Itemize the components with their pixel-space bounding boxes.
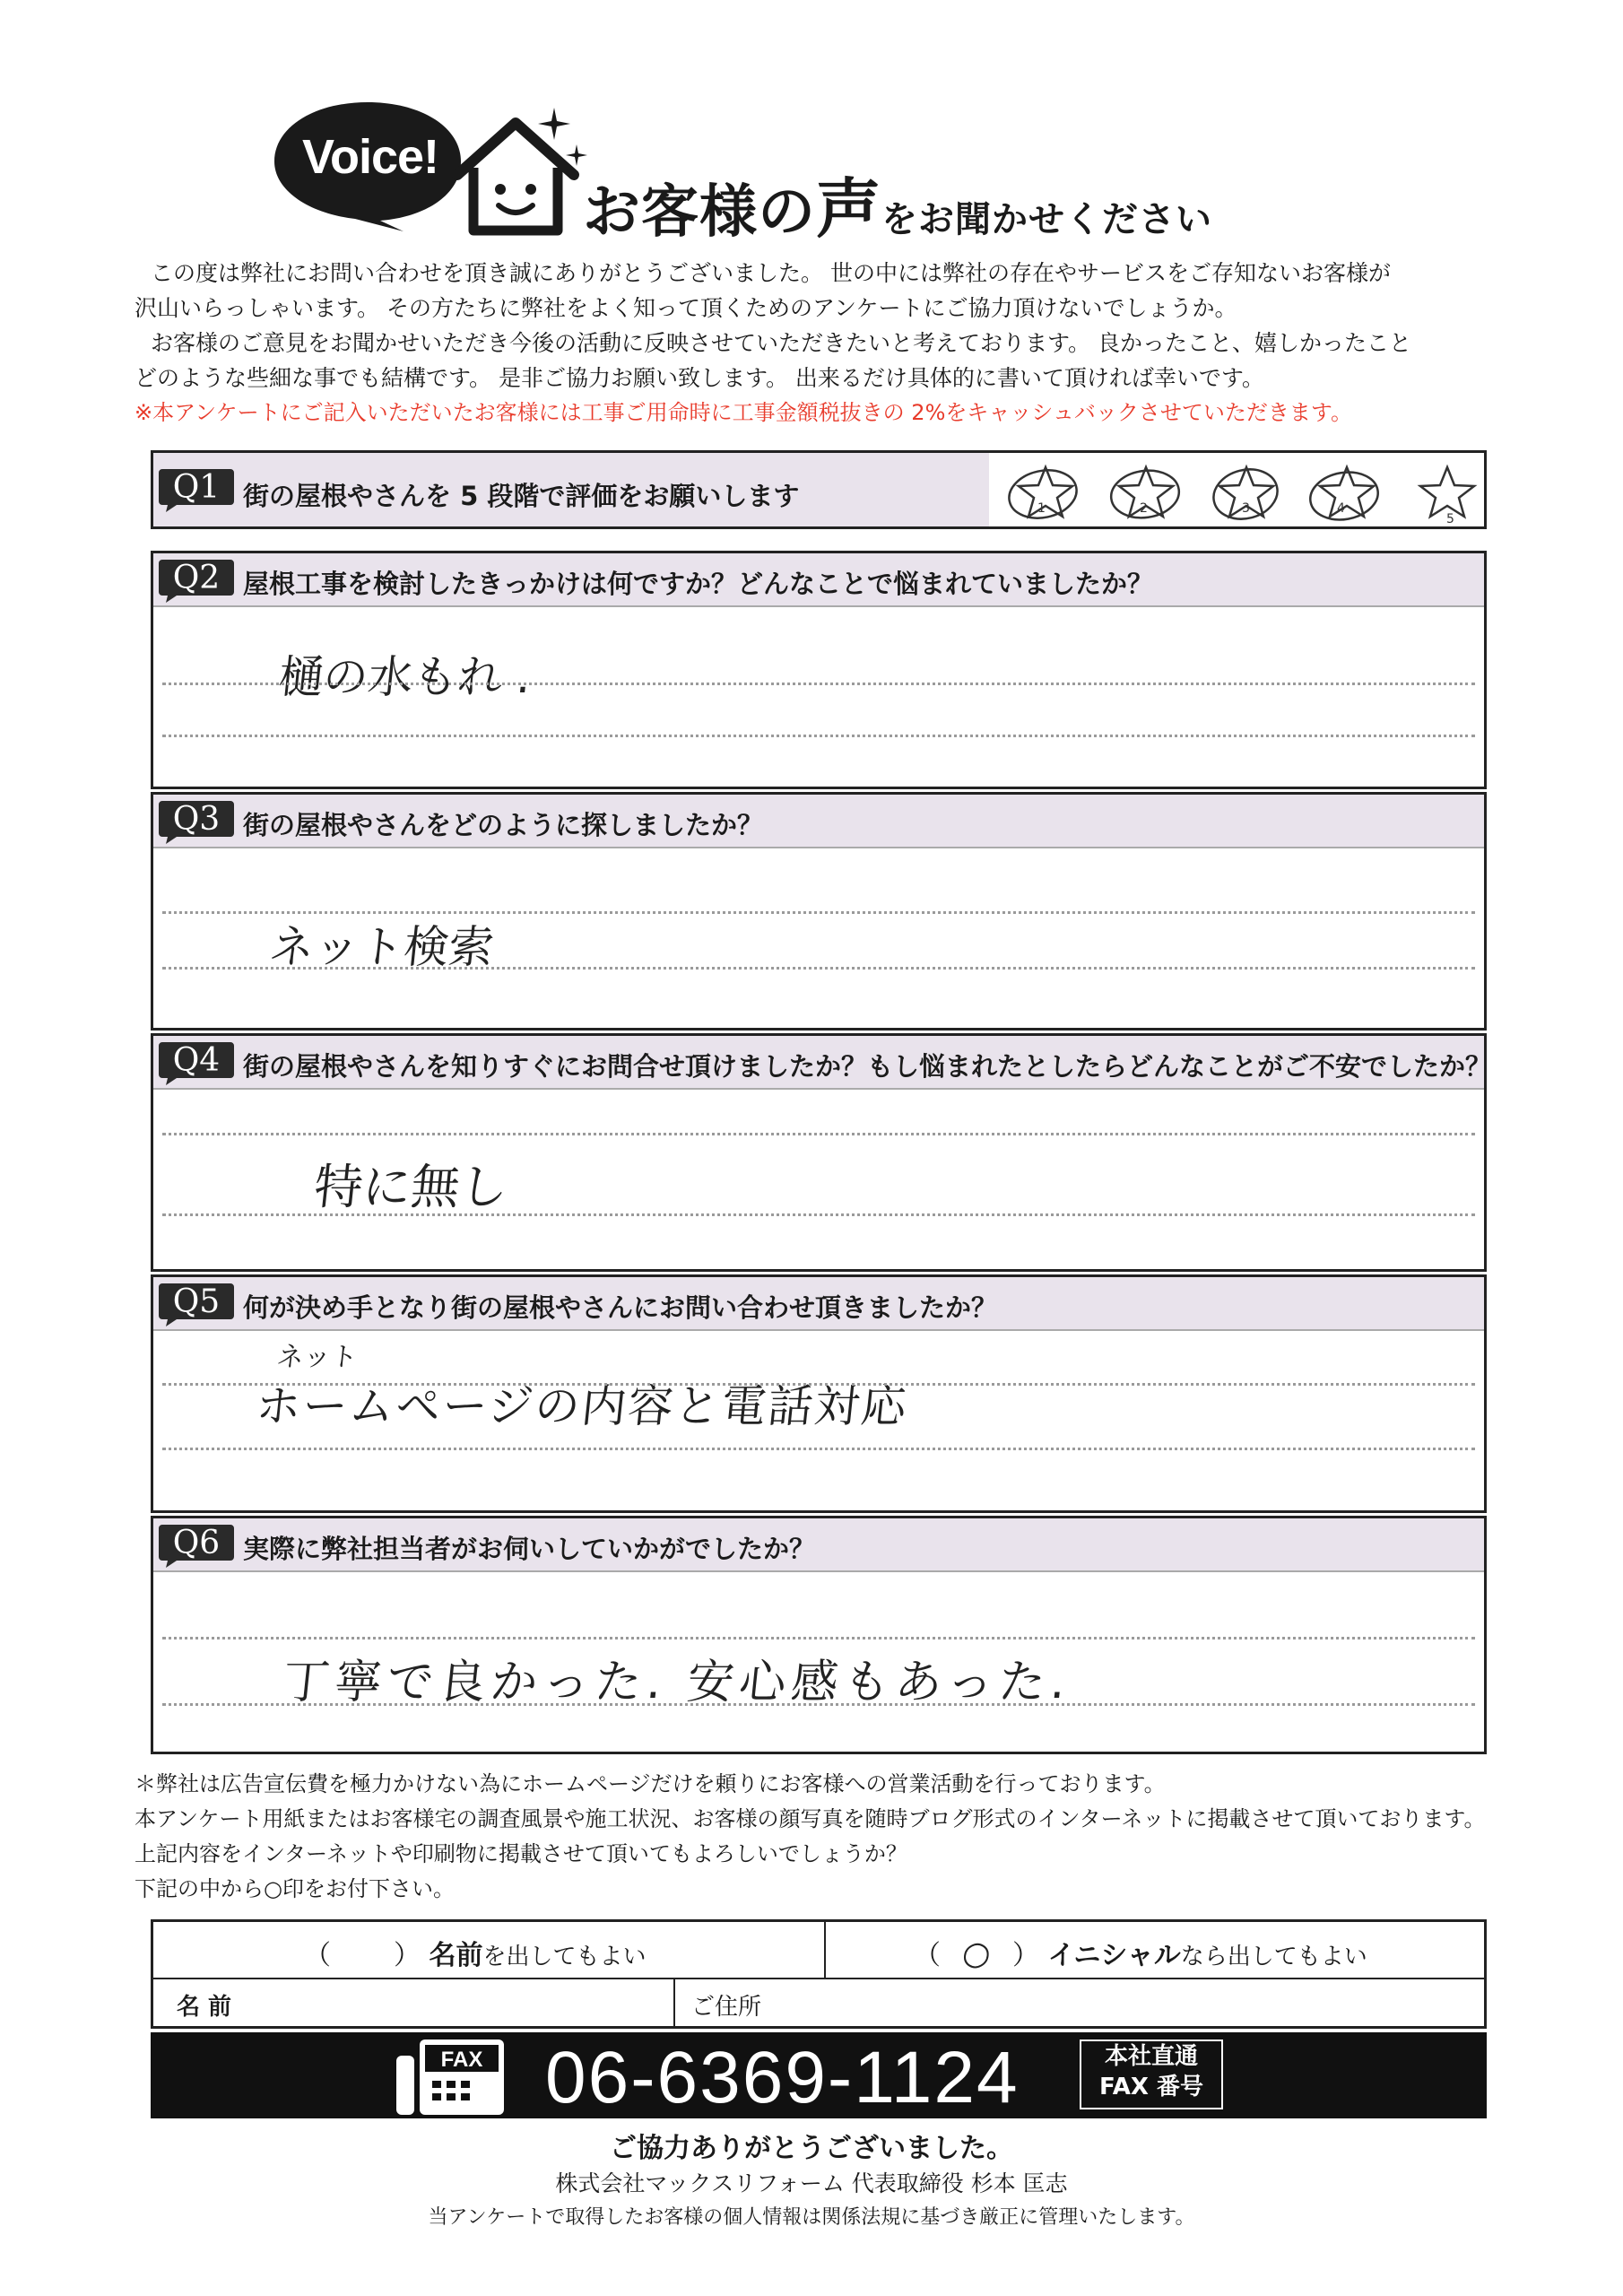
question-5-badge: Q5 bbox=[172, 1283, 221, 1320]
question-6-badge: Q6 bbox=[172, 1525, 221, 1561]
answer-line bbox=[162, 683, 1475, 685]
star-1-icon[interactable] bbox=[1005, 460, 1086, 525]
answer-line bbox=[162, 735, 1475, 737]
fax-direct-line-2: FAX 番号 bbox=[1099, 2074, 1203, 2100]
thanks-message: ご協力ありがとうございました。 bbox=[610, 2133, 1013, 2164]
answer-6-text[interactable]: 丁寧で良かった. 安心感もあった. bbox=[280, 1656, 1074, 1709]
star-1-number: 1 bbox=[1037, 501, 1046, 516]
name-option-open: （ bbox=[304, 1940, 331, 1971]
initial-option-rest: なら出してもよい bbox=[1180, 1944, 1367, 1970]
title-part-2: 声 bbox=[816, 171, 882, 247]
question-2-text: 屋根工事を検討したきっかけは何ですか？どんなことで悩まれていましたか？ bbox=[243, 569, 1154, 599]
answer-2-text[interactable]: 樋の水もれ . bbox=[275, 651, 534, 703]
page-title bbox=[583, 157, 1212, 250]
question-2-box bbox=[151, 551, 1487, 789]
question-1-badge-wrap bbox=[157, 465, 236, 512]
star-4-icon[interactable] bbox=[1306, 460, 1387, 525]
question-2-badge: Q2 bbox=[172, 560, 221, 596]
name-option-rest: を出してもよい bbox=[482, 1944, 647, 1970]
note-line-2: 本アンケート用紙またはお客様宅の調査風景や施工状況、お客様の顔写真を随時ブログ形式のインターネットに掲載させて頂いております。 bbox=[135, 1806, 1486, 1831]
answer-line bbox=[162, 1637, 1475, 1639]
star-5-icon[interactable] bbox=[1407, 460, 1488, 525]
question-3-header bbox=[153, 795, 1484, 848]
company-signature: 株式会社マックスリフォーム 代表取締役 杉本 匡志 bbox=[555, 2170, 1068, 2196]
question-4-box bbox=[151, 1033, 1492, 1272]
intro-line-4: どのような些細な事でも結構です。 是非ご協力お願い致します。 出来るだけ具体的に書いて頂ければ幸いです。 bbox=[135, 365, 1264, 391]
answer-line bbox=[162, 911, 1475, 914]
intro-line-3: お客様のご意見をお聞かせいただき今後の活動に反映させていただきたいと考えております。 良かったこと、嬉しかったこと bbox=[151, 330, 1411, 356]
intro-line-1: この度は弊社にお問い合わせを頂き誠にありがとうございました。 世の中には弊社の存在やサービスをご存知ないお客様が bbox=[151, 260, 1391, 286]
rating-stars[interactable] bbox=[1005, 453, 1489, 526]
question-1-text: 街の屋根やさんを 5 段階で評価をお願いします bbox=[243, 481, 800, 511]
fax-icon-label: FAX bbox=[440, 2048, 483, 2072]
question-6-header bbox=[153, 1518, 1484, 1572]
answer-4-text[interactable]: 特に無し bbox=[311, 1159, 511, 1215]
star-5-number: 5 bbox=[1446, 512, 1454, 525]
question-6-box bbox=[151, 1516, 1487, 1754]
question-1-box bbox=[151, 450, 1487, 529]
question-4-badge-wrap bbox=[157, 1039, 236, 1085]
question-2-badge-wrap bbox=[157, 556, 236, 603]
voice-label: Voice! bbox=[301, 130, 439, 184]
question-2-header bbox=[153, 553, 1484, 607]
question-3-box bbox=[151, 792, 1487, 1031]
question-4-text: 街の屋根やさんを知りすぐにお問合せ頂けましたか？もし悩まれたとしたらどんなことがご不安でしたか？ bbox=[243, 1051, 1492, 1082]
fax-direct-badge bbox=[1080, 2039, 1223, 2109]
title-part-1: お客様の bbox=[583, 179, 816, 246]
star-2-icon[interactable] bbox=[1106, 460, 1186, 525]
divider bbox=[673, 1978, 675, 2028]
answer-line bbox=[162, 1703, 1475, 1706]
sparkle-icon bbox=[536, 106, 572, 142]
star-3-icon[interactable] bbox=[1206, 460, 1287, 525]
intro-line-2: 沢山いらっしゃいます。 その方たちに弊社をよく知って頂くためのアンケートにご協力頂けないでしょうか。 bbox=[135, 295, 1237, 321]
answer-3-text[interactable]: ネット検索 bbox=[266, 921, 497, 973]
fax-machine-icon bbox=[393, 2036, 509, 2118]
star-3-number: 3 bbox=[1242, 501, 1250, 516]
name-option-bold: 名前 bbox=[429, 1940, 483, 1971]
question-1-header bbox=[153, 453, 1484, 526]
title-part-3: をお聞かせください bbox=[881, 199, 1213, 240]
note-line-4: 下記の中から○印をお付下さい。 bbox=[135, 1876, 455, 1901]
cashback-notice: ※本アンケートにご記入いただいたお客様には工事ご用命時に工事金額税抜きの 2%をキャッシュバックさせていただきます。 bbox=[135, 400, 1352, 425]
initial-option-open: （ bbox=[914, 1940, 941, 1971]
voice-label-wrap bbox=[269, 97, 466, 231]
question-5-header bbox=[153, 1277, 1484, 1331]
question-3-text: 街の屋根やさんをどのように探しましたか？ bbox=[243, 810, 764, 840]
answer-line bbox=[162, 1383, 1475, 1386]
answer-line bbox=[162, 1213, 1475, 1216]
note-line-1: ＊弊社は広告宣伝費を極力かけない為にホームページだけを頼りにお客様への営業活動を行っております。 bbox=[135, 1771, 1166, 1796]
consent-table bbox=[151, 1919, 1487, 2029]
question-6-text: 実際に弊社担当者がお伺いしていかがでしたか？ bbox=[243, 1534, 816, 1564]
intro-text bbox=[135, 256, 1497, 430]
name-option-close: ） bbox=[394, 1940, 421, 1971]
publication-notes bbox=[135, 1767, 1533, 1907]
answer-5-text[interactable]: ホームページの内容と電話対応 bbox=[253, 1380, 911, 1432]
name-option[interactable] bbox=[304, 1933, 647, 1972]
fax-direct-line-1: 本社直通 bbox=[1104, 2043, 1198, 2070]
answer-5-annotation[interactable]: ネット bbox=[274, 1342, 360, 1373]
answer-line bbox=[162, 1133, 1475, 1135]
question-3-badge-wrap bbox=[157, 797, 236, 844]
divider bbox=[824, 1922, 826, 1978]
initial-option-mark[interactable]: ○ bbox=[960, 1935, 993, 1972]
answer-line bbox=[162, 967, 1475, 970]
question-5-badge-wrap bbox=[157, 1280, 236, 1326]
fax-banner bbox=[151, 2032, 1487, 2118]
question-3-badge: Q3 bbox=[172, 801, 221, 838]
fax-number[interactable]: 06-6369-1124 bbox=[545, 2037, 1020, 2118]
question-1-badge: Q1 bbox=[172, 469, 221, 506]
question-5-text: 何が決め手となり街の屋根やさんにお問い合わせ頂きましたか？ bbox=[243, 1292, 998, 1323]
privacy-notice: 当アンケートで取得したお客様の個人情報は関係法規に基づき厳正に管理いたします。 bbox=[428, 2206, 1195, 2229]
initial-option-bold: イニシャル bbox=[1047, 1940, 1181, 1971]
question-6-badge-wrap bbox=[157, 1521, 236, 1568]
initial-option[interactable] bbox=[914, 1933, 1367, 1972]
question-5-box bbox=[151, 1274, 1487, 1513]
star-4-number: 4 bbox=[1337, 501, 1345, 516]
initial-option-close: ） bbox=[1012, 1940, 1039, 1971]
question-4-header bbox=[153, 1036, 1492, 1090]
question-4-badge: Q4 bbox=[172, 1042, 221, 1079]
answer-line bbox=[162, 1448, 1475, 1450]
address-field-label: ご住所 bbox=[691, 1994, 762, 2021]
star-2-number: 2 bbox=[1140, 501, 1148, 516]
name-field-label: 名 前 bbox=[177, 1994, 232, 2021]
note-line-3: 上記内容をインターネットや印刷物に掲載させて頂いてもよろしいでしょうか？ bbox=[135, 1841, 907, 1866]
